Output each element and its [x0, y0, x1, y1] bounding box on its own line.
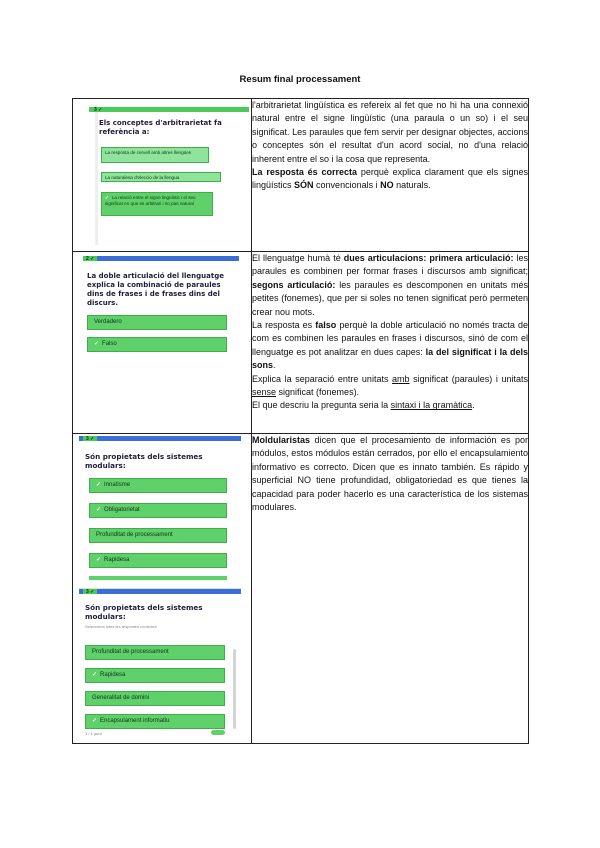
quiz-screenshot-cell — [73, 434, 252, 744]
quiz-option-selected[interactable] — [85, 668, 225, 683]
score-tag: 2 ✓ — [83, 256, 97, 261]
emphasis-text: segons articulació: — [252, 279, 336, 290]
emphasis-text: falso — [315, 320, 337, 331]
quiz-option[interactable]: Profunditat de processament — [85, 645, 225, 660]
quiz-question: La doble articulació del llenguatge explica la combinació de paraules dins de frases i de frases dins del discurs. — [87, 272, 224, 307]
explanation-text: perquè la doble articulació no només tracta de com es combinen les paraules en frases i discursos, sinó de com el llenguatge es pot analitzar en dues capes: — [252, 320, 528, 357]
explanation-text: les paraules es descomponen en unitats més petites (fonemes), que per si soles no tenen significat però permeten crear nou mots. — [252, 279, 528, 317]
quiz-card-arbitrarietat — [73, 99, 251, 249]
check-icon: ✓ — [94, 341, 100, 347]
quiz-option[interactable]: Verdadero — [87, 315, 227, 330]
emphasis-text: La resposta és correcta — [252, 167, 357, 178]
quiz-option-selected[interactable] — [87, 337, 227, 352]
explanation-text: naturals. — [393, 180, 431, 191]
quiz-option-label: Encapsulament informatiu — [100, 718, 170, 724]
explanation-text: significat (paraules) i unitats — [409, 373, 528, 384]
explanation-text: El llenguatge humà té — [252, 253, 344, 263]
underlined-text: amb — [392, 373, 410, 384]
quiz-screenshot-cell — [73, 252, 252, 434]
table-row — [73, 434, 529, 744]
quiz-card-doble-articulacio — [73, 252, 251, 432]
quiz-subtitle: Selecciona totes les respostes correctes — [85, 624, 157, 629]
quiz-option-selected[interactable] — [89, 503, 227, 518]
emphasis-text: dues articulacions: primera articulació: — [343, 253, 514, 263]
check-icon: ✓ — [96, 482, 102, 488]
underlined-text: sintaxi i la gramàtica — [390, 400, 473, 411]
summary-table — [72, 98, 529, 744]
quiz-option[interactable]: Profunditat de processament — [89, 528, 227, 543]
emphasis-text: la del significat i la dels sons — [252, 346, 528, 371]
explanation-text: El que descriu la pregunta seria la — [252, 400, 391, 411]
quiz-card-modulars-a — [79, 436, 241, 586]
score-tag: 3 ✓ — [91, 107, 105, 112]
quiz-option[interactable]: La naturalesa d'eleccio de la llengua — [101, 172, 221, 182]
quiz-option-selected[interactable] — [101, 192, 213, 216]
table-row — [73, 99, 529, 252]
quiz-option-selected[interactable] — [89, 553, 227, 568]
emphasis-text: NO — [380, 180, 394, 191]
explanation-text: les paraules es combinen per formar frases i discursos amb significat; — [252, 253, 529, 277]
emphasis-text: Moldularistas — [252, 435, 311, 445]
quiz-screenshot-cell — [73, 99, 252, 252]
score-tag: 3 ✓ — [83, 436, 97, 441]
explanation-text: La resposta es — [252, 320, 316, 331]
document-title: Resum final processament — [239, 74, 361, 85]
explanation-cell — [252, 252, 529, 434]
quiz-option-label: Falso — [102, 341, 117, 347]
quiz-option[interactable]: La resposta de cervell amb altres llengües — [101, 147, 209, 163]
quiz-option-label: Rapidesa — [104, 557, 130, 563]
explanation-cell — [252, 434, 529, 744]
check-icon: ✓ — [96, 507, 102, 513]
explanation-text: . — [472, 400, 475, 411]
quiz-option-label: Obligatorietat — [104, 507, 140, 513]
quiz-question: Són propietats dels sistemes modulars: — [85, 452, 203, 470]
quiz-question: Els conceptes d'arbitrarietat fa referència a: — [99, 119, 222, 136]
explanation-text: perquè explica clarament que els signes lingüístics — [252, 167, 528, 191]
check-icon: ✓ — [92, 672, 98, 678]
quiz-question: Són propietats dels sistemes modulars: — [85, 603, 203, 621]
next-button[interactable] — [211, 730, 225, 735]
check-icon: ✓ — [92, 718, 98, 724]
score-tag: 3 ✓ — [83, 589, 97, 594]
underlined-text: sense — [252, 387, 277, 398]
check-icon: ✓ — [105, 195, 109, 200]
explanation-text: . — [273, 360, 276, 371]
emphasis-text: SÓN — [294, 180, 314, 191]
scrollbar[interactable] — [233, 649, 236, 729]
explanation-paragraph: l'arbitrarietat lingüística es refereix al fet que no hi ha una connexió natural entre el signe lingüístic (una paraula o un so) i el seu significat. Les paraules que fem servir per designar objectes, accions o conceptes són el resultat d'un acord social, no d'una relació inherent entre el so i la cosa que representa. — [252, 100, 528, 164]
explanation-text: dicen que el procesamiento de información es por módulos, estos módulos están cerrados, por ello el encapsulamiento informativo es correcto. Dicen que es innato también. Es rápido y superficial NO tiene profundidad, obligatoriedad es que tienes la capacidad para poder hacerlo es una característica de los sistemas modulares. — [252, 435, 528, 513]
quiz-option-selected[interactable] — [85, 714, 225, 729]
explanation-text: significat (fonemes). — [276, 387, 360, 398]
check-icon: ✓ — [96, 557, 102, 563]
quiz-option-label: La relació entre el signe lingüístic i el seu significat en que es arbitrari i no pas natural — [105, 195, 196, 206]
table-row — [73, 252, 529, 434]
quiz-option-label: Innatisme — [104, 482, 131, 488]
quiz-option-selected[interactable] — [89, 478, 227, 493]
quiz-card-modulars-b — [79, 588, 241, 739]
quiz-option[interactable]: Generalitat de domini — [85, 691, 225, 706]
explanation-text: Explica la separació entre unitats — [252, 373, 393, 384]
quiz-score: 1 / 1 punt — [85, 731, 102, 736]
quiz-option-label: Rapidesa — [100, 672, 126, 678]
explanation-cell — [252, 99, 529, 252]
explanation-text: convencionals i — [313, 180, 381, 191]
